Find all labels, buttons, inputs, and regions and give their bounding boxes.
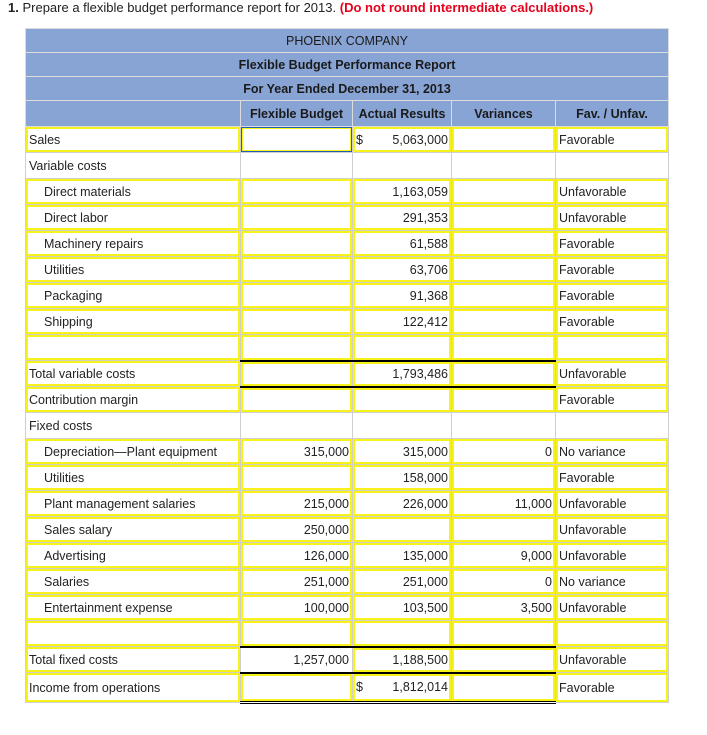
variance-cell[interactable] (452, 361, 556, 387)
fav-unfav-cell[interactable]: Unfavorable (556, 647, 669, 673)
flexible-budget-cell[interactable] (241, 361, 353, 387)
flexible-budget-cell[interactable]: 126,000 (241, 543, 353, 569)
actual-results-cell[interactable] (353, 309, 452, 335)
flexible-budget-cell[interactable] (241, 309, 353, 335)
table-row (26, 517, 669, 543)
variance-cell[interactable] (452, 621, 556, 647)
flexible-budget-report-table (25, 28, 669, 704)
table-row (26, 205, 669, 231)
row-label: Variable costs (26, 153, 241, 179)
empty-cell (241, 413, 353, 439)
variance-cell[interactable] (452, 673, 556, 703)
table-row (26, 491, 669, 517)
flexible-budget-cell[interactable]: 315,000 (241, 439, 353, 465)
header-row-title (26, 53, 669, 77)
table-row (26, 543, 669, 569)
actual-results-cell[interactable] (353, 647, 452, 673)
flexible-budget-cell[interactable] (241, 621, 353, 647)
header-row-period (26, 77, 669, 101)
row-label[interactable]: Shipping (26, 309, 241, 335)
actual-results-cell[interactable] (353, 387, 452, 413)
dollar-sign: $ (356, 132, 363, 147)
row-label[interactable]: Direct materials (26, 179, 241, 205)
fav-unfav-cell[interactable]: No variance (556, 439, 669, 465)
fav-unfav-cell[interactable]: Favorable (556, 465, 669, 491)
fav-unfav-cell[interactable]: Unfavorable (556, 361, 669, 387)
table-row (26, 595, 669, 621)
fav-unfav-cell[interactable]: Unfavorable (556, 179, 669, 205)
empty-cell (452, 413, 556, 439)
question-number: 1. (8, 0, 19, 15)
actual-value: 135,000 (402, 548, 448, 563)
fav-unfav-cell[interactable]: No variance (556, 569, 669, 595)
empty-cell (353, 153, 452, 179)
actual-results-cell[interactable] (353, 127, 452, 153)
actual-value: 122,412 (402, 314, 448, 329)
column-header-row (26, 101, 669, 127)
table-row (26, 257, 669, 283)
row-label[interactable]: Salaries (26, 569, 241, 595)
flexible-budget-cell[interactable] (241, 335, 353, 361)
variance-cell[interactable] (452, 257, 556, 283)
fav-unfav-cell[interactable]: Favorable (556, 231, 669, 257)
actual-results-cell[interactable] (353, 621, 452, 647)
report-period: For Year Ended December 31, 2013 (26, 77, 669, 101)
actual-value: 61,588 (409, 236, 448, 251)
row-label[interactable]: Income from operations (26, 673, 241, 703)
variance-cell[interactable]: 3,500 (452, 595, 556, 621)
actual-results-cell[interactable] (353, 465, 452, 491)
column-header-variances: Variances (452, 101, 556, 127)
actual-results-cell[interactable] (353, 439, 452, 465)
table-row (26, 335, 669, 361)
actual-value: 1,812,014 (392, 680, 448, 695)
header-row-company (26, 29, 669, 53)
table-row (26, 283, 669, 309)
fav-unfav-cell[interactable]: Unfavorable (556, 595, 669, 621)
variance-cell[interactable] (452, 231, 556, 257)
row-label[interactable]: Depreciation—Plant equipment (26, 439, 241, 465)
actual-value: 158,000 (402, 470, 448, 485)
actual-results-cell[interactable] (353, 231, 452, 257)
fav-unfav-cell[interactable]: Favorable (556, 309, 669, 335)
fav-unfav-cell[interactable]: Favorable (556, 387, 669, 413)
flexible-budget-cell[interactable]: 250,000 (241, 517, 353, 543)
row-label[interactable]: Machinery repairs (26, 231, 241, 257)
actual-results-cell[interactable] (353, 283, 452, 309)
flexible-budget-cell[interactable] (241, 179, 353, 205)
fav-unfav-cell[interactable]: Favorable (556, 673, 669, 703)
empty-cell (241, 153, 353, 179)
actual-value: 91,368 (409, 288, 448, 303)
variance-cell[interactable] (452, 205, 556, 231)
table-row (26, 231, 669, 257)
row-label[interactable]: Advertising (26, 543, 241, 569)
row-label[interactable]: Utilities (26, 465, 241, 491)
actual-value: 63,706 (409, 262, 448, 277)
row-label[interactable] (26, 335, 241, 361)
row-label[interactable]: Total variable costs (26, 361, 241, 387)
row-label[interactable] (26, 621, 241, 647)
table-row (26, 309, 669, 335)
actual-results-cell[interactable] (353, 673, 452, 703)
fav-unfav-cell[interactable]: Favorable (556, 283, 669, 309)
company-name: PHOENIX COMPANY (26, 29, 669, 53)
flexible-budget-cell[interactable] (241, 673, 353, 703)
actual-value: 103,500 (402, 600, 448, 615)
variance-cell[interactable]: 0 (452, 439, 556, 465)
empty-cell (452, 153, 556, 179)
flexible-budget-cell[interactable] (241, 257, 353, 283)
question-note: (Do not round intermediate calculations.) (339, 0, 594, 15)
flexible-budget-cell[interactable] (241, 387, 353, 413)
variance-cell[interactable] (452, 283, 556, 309)
flexible-budget-cell[interactable]: 215,000 (241, 491, 353, 517)
column-header-actual-results: Actual Results (353, 101, 452, 127)
row-label: Fixed costs (26, 413, 241, 439)
fav-unfav-cell[interactable] (556, 335, 669, 361)
variance-cell[interactable]: 11,000 (452, 491, 556, 517)
row-label[interactable]: Utilities (26, 257, 241, 283)
table-row (26, 621, 669, 647)
row-label[interactable]: Direct labor (26, 205, 241, 231)
row-label[interactable]: Entertainment expense (26, 595, 241, 621)
column-header-fav-unfav: Fav. / Unfav. (556, 101, 669, 127)
actual-value: 5,063,000 (392, 132, 448, 147)
actual-value: 1,188,500 (392, 652, 448, 667)
actual-results-cell[interactable] (353, 205, 452, 231)
actual-value: 251,000 (402, 574, 448, 589)
row-label[interactable]: Plant management salaries (26, 491, 241, 517)
flexible-budget-cell[interactable] (241, 205, 353, 231)
empty-cell (556, 413, 669, 439)
table-row (26, 569, 669, 595)
flexible-budget-cell[interactable] (241, 283, 353, 309)
table-row (26, 387, 669, 413)
flexible-budget-cell[interactable]: 1,257,000 (241, 647, 353, 673)
flexible-budget-cell[interactable]: 100,000 (241, 595, 353, 621)
actual-value: 291,353 (402, 210, 448, 225)
table-row (26, 361, 669, 387)
fav-unfav-cell[interactable]: Unfavorable (556, 491, 669, 517)
variance-cell[interactable] (452, 127, 556, 153)
variance-cell[interactable] (452, 517, 556, 543)
actual-value: 1,793,486 (392, 366, 448, 381)
variance-cell[interactable]: 0 (452, 569, 556, 595)
actual-results-cell[interactable] (353, 569, 452, 595)
actual-value: 226,000 (402, 496, 448, 511)
variance-cell[interactable]: 9,000 (452, 543, 556, 569)
table-row (26, 673, 669, 703)
actual-results-cell[interactable] (353, 543, 452, 569)
column-header-flexible-budget: Flexible Budget (241, 101, 353, 127)
actual-results-cell[interactable] (353, 361, 452, 387)
variance-cell[interactable] (452, 387, 556, 413)
actual-results-cell[interactable] (353, 335, 452, 361)
report-title: Flexible Budget Performance Report (26, 53, 669, 77)
fav-unfav-cell[interactable]: Favorable (556, 127, 669, 153)
row-label[interactable]: Contribution margin (26, 387, 241, 413)
dollar-sign: $ (356, 680, 363, 695)
row-label[interactable]: Total fixed costs (26, 647, 241, 673)
empty-cell (353, 413, 452, 439)
empty-cell (556, 153, 669, 179)
row-label[interactable]: Sales salary (26, 517, 241, 543)
table-row (26, 179, 669, 205)
actual-results-cell[interactable] (353, 491, 452, 517)
actual-results-cell[interactable] (353, 517, 452, 543)
column-header-label (26, 101, 241, 127)
variance-cell[interactable] (452, 647, 556, 673)
fav-unfav-cell[interactable]: Unfavorable (556, 517, 669, 543)
actual-value: 315,000 (402, 444, 448, 459)
actual-results-cell[interactable] (353, 179, 452, 205)
flexible-budget-cell[interactable] (241, 231, 353, 257)
table-row (26, 153, 669, 179)
row-label[interactable]: Packaging (26, 283, 241, 309)
table-row (26, 413, 669, 439)
table-row (26, 439, 669, 465)
variance-cell[interactable] (452, 335, 556, 361)
variance-cell[interactable] (452, 465, 556, 491)
actual-results-cell[interactable] (353, 257, 452, 283)
question-text: Prepare a flexible budget performance report for 2013. (22, 0, 337, 15)
actual-value: 1,163,059 (392, 184, 448, 199)
fav-unfav-cell[interactable]: Unfavorable (556, 205, 669, 231)
actual-results-cell[interactable] (353, 595, 452, 621)
fav-unfav-cell[interactable] (556, 621, 669, 647)
fav-unfav-cell[interactable]: Unfavorable (556, 543, 669, 569)
table-row (26, 465, 669, 491)
fav-unfav-cell[interactable]: Favorable (556, 257, 669, 283)
flexible-budget-cell[interactable]: 251,000 (241, 569, 353, 595)
flexible-budget-cell[interactable] (241, 127, 353, 153)
flexible-budget-cell[interactable] (241, 465, 353, 491)
row-label[interactable]: Sales (26, 127, 241, 153)
variance-cell[interactable] (452, 179, 556, 205)
question-prompt (8, 0, 593, 15)
variance-cell[interactable] (452, 309, 556, 335)
table-row (26, 127, 669, 153)
table-row (26, 647, 669, 673)
